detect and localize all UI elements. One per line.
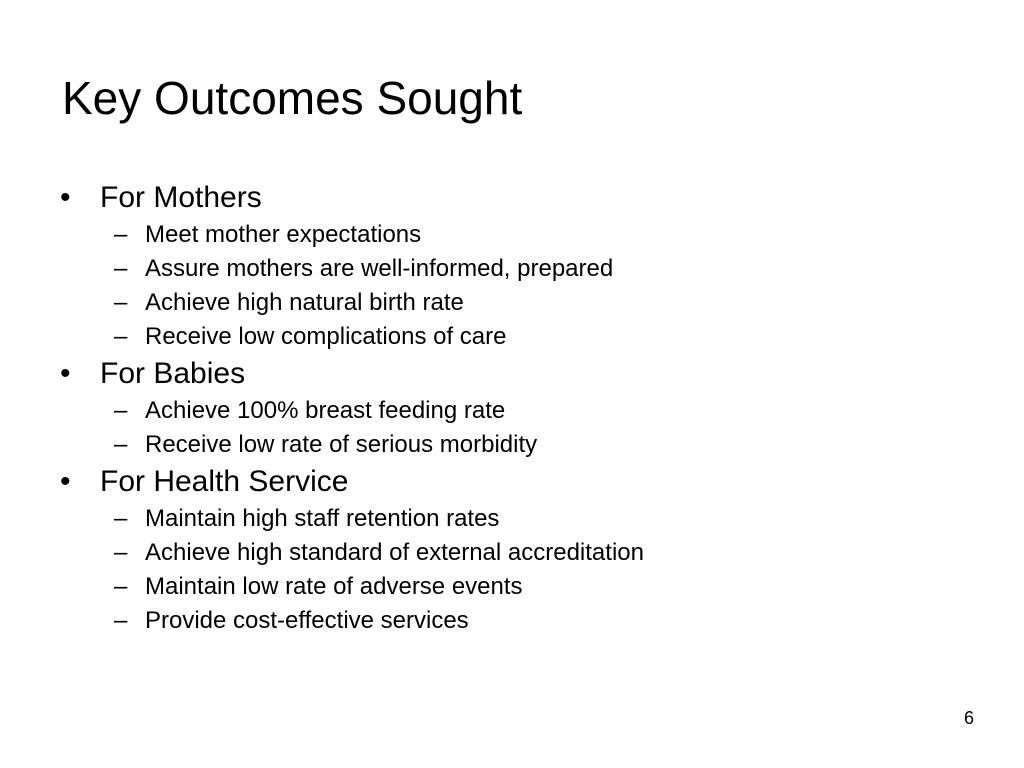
sub-item <box>60 252 960 286</box>
dash-icon: – <box>114 255 128 282</box>
bullet-icon: • <box>60 181 71 214</box>
sub-item-text: Receive low complications of care <box>145 323 507 350</box>
sub-list <box>60 218 960 354</box>
sub-item <box>60 570 960 604</box>
dash-icon: – <box>114 323 128 350</box>
dash-icon: – <box>114 397 128 424</box>
sub-list <box>60 394 960 462</box>
dash-icon: – <box>114 431 128 458</box>
dash-icon: – <box>114 573 128 600</box>
sub-item-text: Meet mother expectations <box>145 221 422 248</box>
sub-item-text: Achieve 100% breast feeding rate <box>145 397 506 424</box>
bullet-item <box>60 178 960 218</box>
section-heading: For Babies <box>100 357 246 390</box>
page-number: 6 <box>963 708 974 728</box>
sub-item <box>60 286 960 320</box>
sub-item-text: Achieve high standard of external accreditation <box>145 539 644 566</box>
sub-item <box>60 536 960 570</box>
dash-icon: – <box>114 221 128 248</box>
sub-list <box>60 502 960 638</box>
outcomes-list <box>60 178 960 638</box>
slide-title: Key Outcomes Sought <box>62 72 523 124</box>
bullet-icon: • <box>60 357 71 390</box>
sub-item-text: Assure mothers are well-informed, prepared <box>145 255 614 282</box>
sub-item-text: Maintain low rate of adverse events <box>145 573 523 600</box>
section-heading: For Health Service <box>100 465 349 498</box>
section-health-service <box>60 462 960 638</box>
bullet-icon: • <box>60 465 71 498</box>
bullet-item <box>60 462 960 502</box>
section-babies <box>60 354 960 462</box>
sub-item-text: Receive low rate of serious morbidity <box>145 431 538 458</box>
dash-icon: – <box>114 607 128 634</box>
sub-item <box>60 502 960 536</box>
sub-item-text: Achieve high natural birth rate <box>145 289 464 316</box>
sub-item <box>60 394 960 428</box>
dash-icon: – <box>114 289 128 316</box>
sub-item-text: Maintain high staff retention rates <box>145 505 500 532</box>
sub-item <box>60 604 960 638</box>
section-heading: For Mothers <box>100 181 262 214</box>
bullet-item <box>60 354 960 394</box>
section-mothers <box>60 178 960 354</box>
sub-item <box>60 218 960 252</box>
dash-icon: – <box>114 539 128 566</box>
sub-item-text: Provide cost-effective services <box>145 607 469 634</box>
dash-icon: – <box>114 505 128 532</box>
sub-item <box>60 320 960 354</box>
sub-item <box>60 428 960 462</box>
